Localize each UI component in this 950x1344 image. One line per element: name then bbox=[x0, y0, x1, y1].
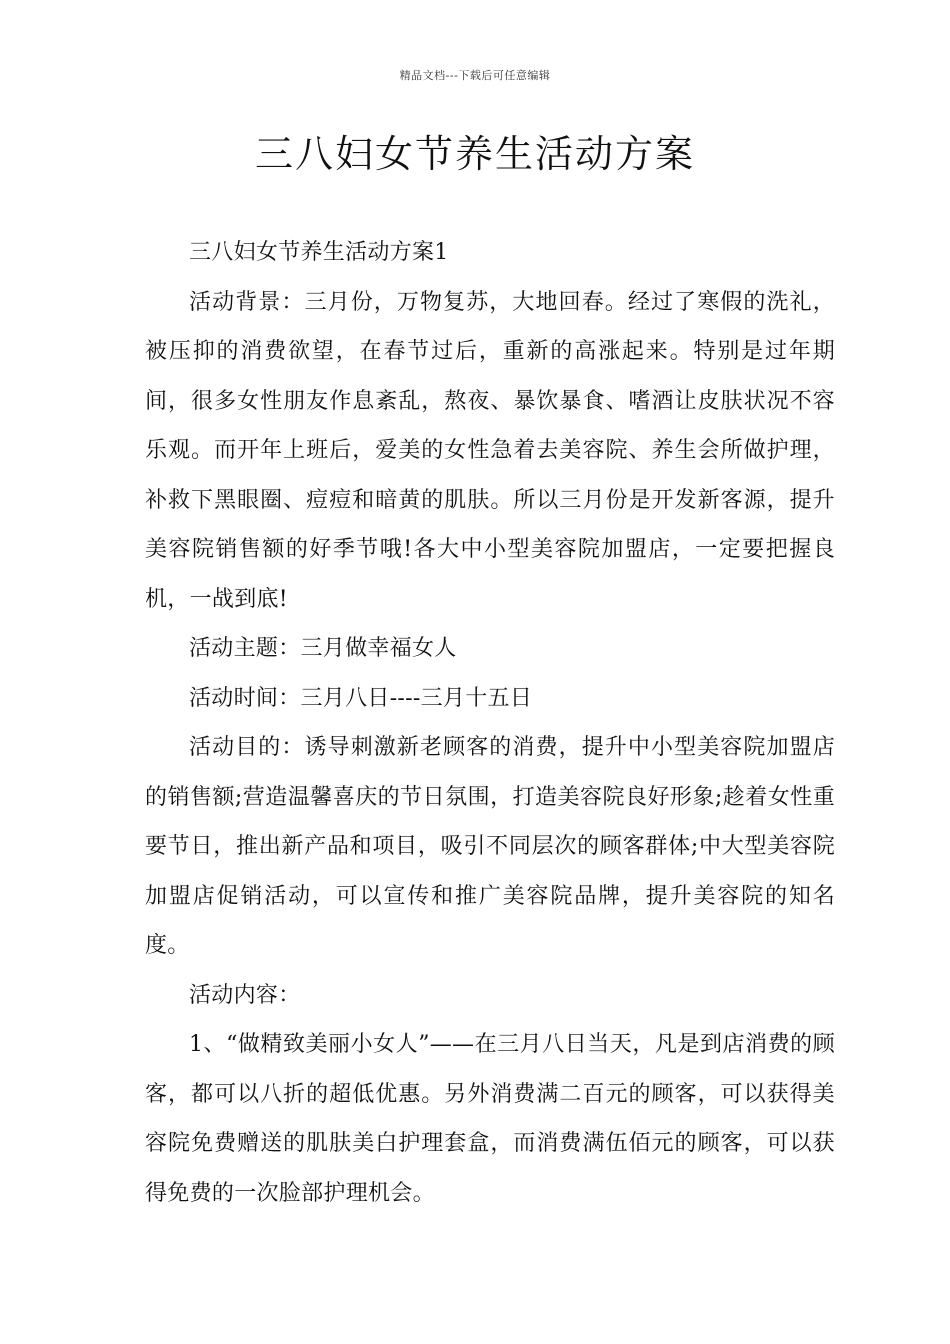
paragraph-time: 活动时间：三月八日----三月十五日 bbox=[189, 685, 533, 711]
document-body bbox=[145, 228, 835, 1218]
paragraph-theme: 活动主题：三月做幸福女人 bbox=[189, 636, 457, 661]
paragraph-content-heading: 活动内容： bbox=[189, 982, 301, 1008]
document-title: 三八妇女节养生活动方案 bbox=[254, 132, 695, 176]
header-note: 精品文档---下载后可任意编辑 bbox=[399, 69, 551, 82]
paragraph-content-item-1: 1、“做精致美丽小女人”——在三月八日当天，凡是到店消费的顾客，都可以八折的超低优惠。另外消费满二百元的顾客，可以获得美容院免费赠送的肌肤美白护理套盒，而消费满伍佰元的顾客，可以获得免费的一次脸部护理机会。 bbox=[145, 1032, 835, 1206]
paragraph-background: 活动背景：三月份，万物复苏，大地回春。经过了寒假的洗礼，被压抑的消费欲望，在春节过后，重新的高涨起来。特别是过年期间，很多女性朋友作息紊乱，熬夜、暴饮暴食、嗜酒让皮肤状况不容乐观。而开年上班后，爱美的女性急着去美容院、养生会所做护理，补救下黑眼圈、痘痘和暗黄的肌肤。所以三月份是开发新客源，提升美容院销售额的好季节哦!各大中小型美容院加盟店，一定要把握良机，一战到底! bbox=[145, 289, 835, 612]
paragraph-purpose: 活动目的：诱导刺激新老顾客的消费，提升中小型美容院加盟店的销售额;营造温馨喜庆的节日氛围，打造美容院良好形象;趁着女性重要节日，推出新产品和项目，吸引不同层次的顾客群体;中大型美容院加盟店促销活动，可以宣传和推广美容院品牌，提升美容院的知名度。 bbox=[145, 735, 835, 958]
paragraph-subtitle: 三八妇女节养生活动方案1 bbox=[189, 240, 449, 265]
